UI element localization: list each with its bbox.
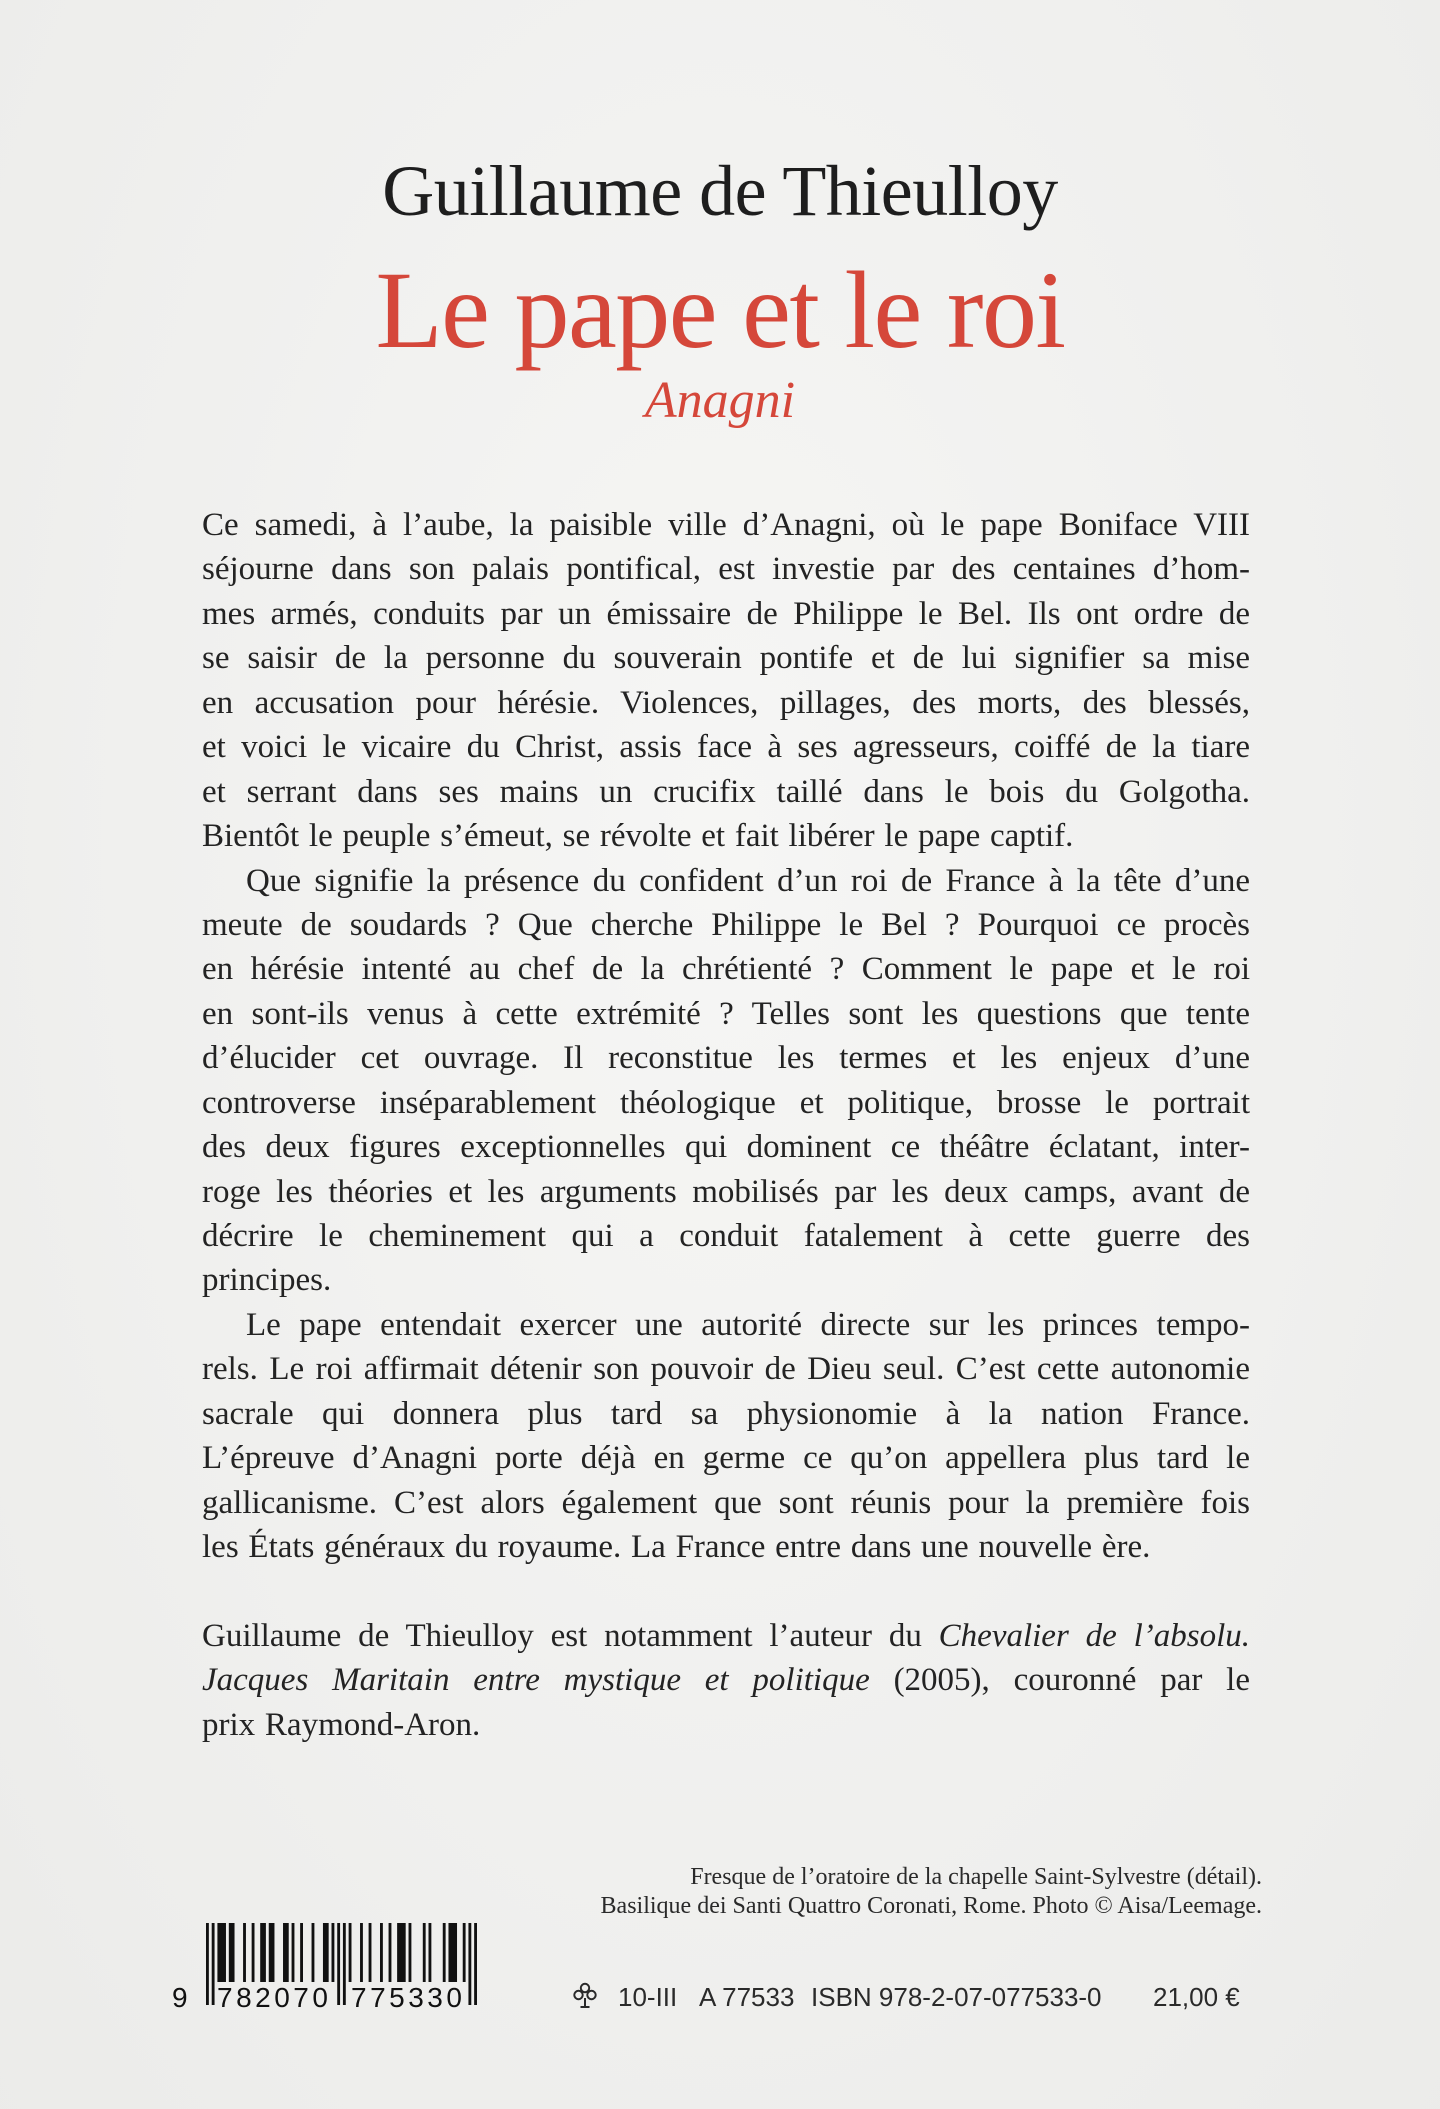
book-subtitle: Anagni [644,372,796,429]
barcode-guard-bar [474,1923,477,2005]
barcode-bar [423,1923,426,1982]
barcode-bar [312,1923,315,1982]
barcode-guard-bar [468,1923,471,2005]
price: 21,00 € [1153,1982,1240,2012]
bio-line [202,1703,1250,1747]
barcode-bar [463,1923,466,1982]
blurb-paragraph [202,1303,1250,1570]
bio-text: (2005), couronné par le [869,1662,1250,1699]
text-line: rels. Le roi affirmait détenir son pouvoir de Dieu seul. C’est cette autonomie [202,1351,1250,1388]
text-line: d’élucider cet ouvrage. Il reconstitue les termes et les enjeux d’une [202,1040,1250,1077]
text-line: Ce samedi, à l’aube, la paisible ville d’Anagni, où le pape Boniface VIII [202,507,1250,543]
book-title: Le pape et le roi [375,249,1065,371]
text-line: Que signifie la présence du confident d’un roi de France à la tête d’une [246,862,1250,899]
barcode-bar [429,1923,432,1982]
text-line: se saisir de la personne du souverain pontife et de lui signifier sa mise [202,640,1250,677]
barcode-bar [360,1923,363,1982]
catalog-number: A 77533 [699,1982,795,2012]
series-code: 10-III [618,1982,678,2012]
barcode-bar [332,1923,335,1982]
text-line: et serrant dans ses mains un crucifix taillé dans le bois du Golgotha. [202,773,1250,810]
barcode-bar [217,1923,226,1982]
barcode-bar [292,1923,295,1982]
barcode-bar [260,1923,266,1982]
barcode-bar [448,1923,457,1982]
credit-line: Fresque de l’oratoire de la chapelle Saint-Sylvestre (détail). [690,1864,1262,1890]
text-line: mes armés, conduits par un émissaire de Philippe le Bel. Ils ont ordre de [202,595,1250,632]
text-line: sacrale qui donnera plus tard sa physionomie à la nation France. [202,1395,1250,1432]
isbn: ISBN 978-2-07-077533-0 [811,1982,1102,2012]
barcode-guard-bar [337,1923,340,2005]
text-line: en accusation pour hérésie. Violences, pillages, des morts, des blessés, [202,684,1250,721]
barcode-bar [380,1923,383,1982]
barcode-bar [269,1923,275,1982]
barcode-bar [323,1923,329,1982]
barcode-bar [369,1923,372,1982]
barcode-bar [349,1923,352,1982]
text-line: des deux figures exceptionnelles qui dominent ce théâtre éclatant, inter- [202,1129,1250,1166]
text-line: séjourne dans son palais pontifical, est investie par des centaines d’hom- [202,551,1250,588]
text-line: roge les théories et les arguments mobilisés par les deux camps, avant de [202,1173,1250,1210]
text-line: en sont-ils venus à cette extrémité ? Telles sont les questions que tente [202,995,1250,1032]
barcode-bar [243,1923,246,1982]
text-line: et voici le vicaire du Christ, assis face à ses agresseurs, coiffé de la tiare [202,729,1250,766]
barcode-bar [389,1923,392,1982]
text-line: gallicanisme. C’est alors également que sont réunis pour la première fois [202,1484,1250,1521]
barcode-right-digits: 775330 [351,1982,466,2013]
barcode-bar [252,1923,255,1982]
barcode-guard-bar [343,1923,346,2005]
barcode-bar [300,1923,303,1982]
text-line: controverse inséparablement théologique et politique, brosse le portrait [202,1084,1250,1121]
text-line: meute de soudards ? Que cherche Philippe le Bel ? Pourquoi ce procès [202,906,1250,943]
barcode-left-digits: 782070 [217,1982,332,2013]
blurb-paragraph [202,503,1250,859]
text-line: les États généraux du royaume. La France entre dans une nouvelle ère. [202,1529,1151,1566]
text-line: Bientôt le peuple s’émeut, se révolte et fait libérer le pape captif. [202,818,1074,855]
barcode-lead-digit: 9 [172,1982,192,2013]
book-reference: Chevalier de l’absolu. [938,1618,1250,1654]
publisher-logo-icon [571,1981,599,2009]
barcode-guard-bar [206,1923,209,2005]
book-reference: Jacques Maritain entre mystique et politique [202,1662,870,1699]
barcode-bar [409,1923,412,1982]
barcode-bar [229,1923,235,1982]
image-credits [601,1863,1262,1921]
text-line: principes. [202,1262,332,1299]
barcode-bar [397,1923,406,1982]
author-name: Guillaume de Thieulloy [382,151,1058,231]
text-line: Le pape entendait exercer une autorité directe sur les princes tempo- [246,1306,1250,1343]
text-line: en hérésie intenté au chef de la chrétienté ? Comment le pape et le roi [202,951,1250,988]
blurb-paragraph [202,859,1250,1303]
bio-text: Guillaume de Thieulloy est notamment l’auteur du [202,1618,939,1654]
text-line: décrire le cheminement qui a conduit fatalement à cette guerre des [202,1218,1250,1254]
bio-line [202,1614,1250,1658]
bio-text: prix Raymond-Aron. [202,1706,481,1743]
author-bio [202,1614,1250,1747]
bio-line [202,1658,1250,1702]
text-line: L’épreuve d’Anagni porte déjà en germe ce qu’on appellera plus tard le [202,1440,1250,1477]
credit-line: Basilique dei Santi Quattro Coronati, Rome. Photo © Aisa/Leemage. [600,1893,1262,1919]
blurb [202,503,1250,1570]
barcode-guard-bar [212,1923,215,2005]
barcode-bar [443,1923,446,1982]
barcode-bar [283,1923,289,1982]
